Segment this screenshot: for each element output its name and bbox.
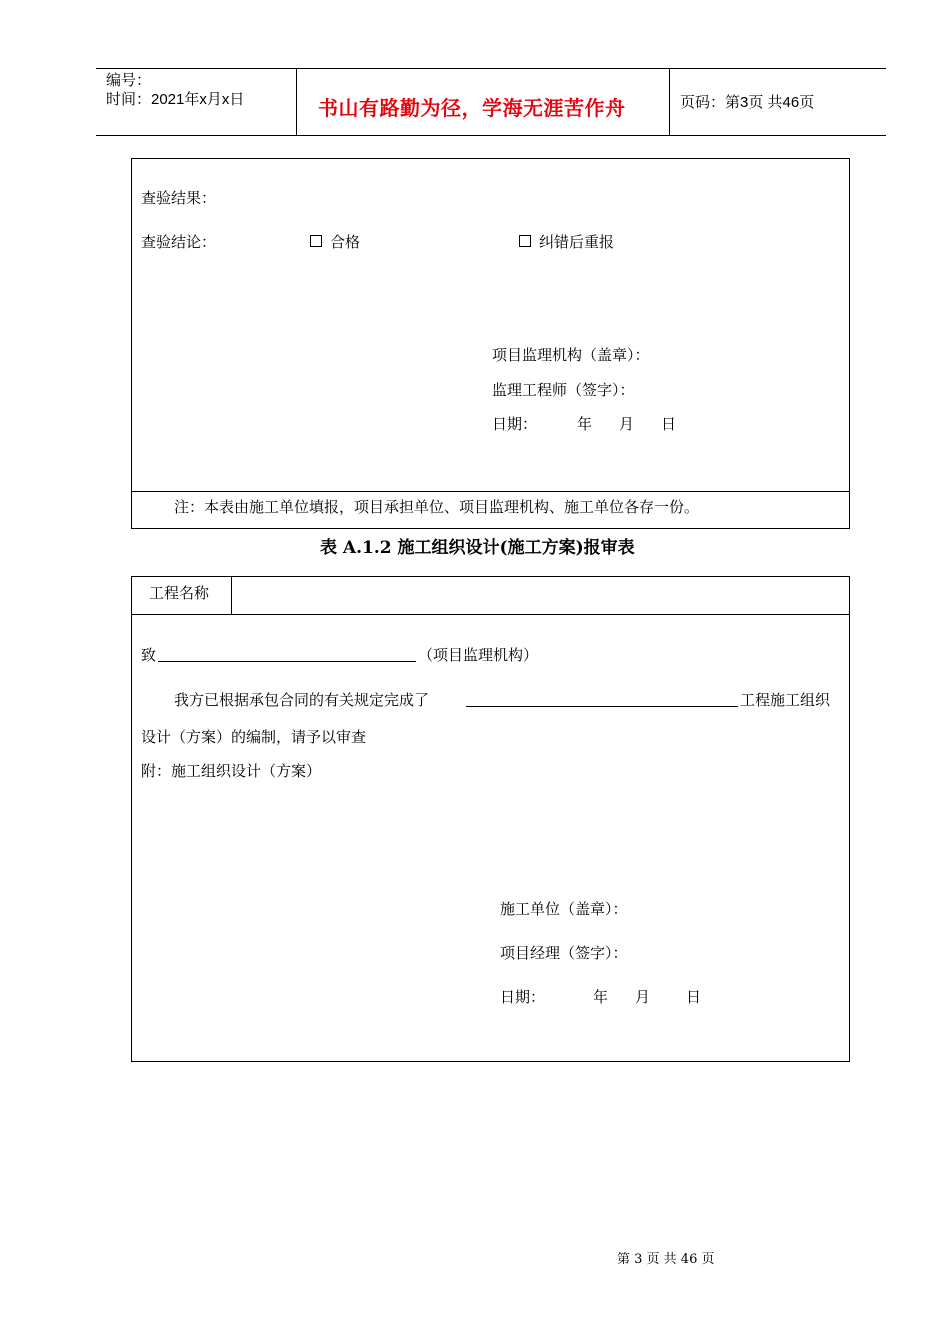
to-label: 致: [141, 646, 157, 664]
attachment-label: 附：施工组织设计（方案）: [141, 762, 322, 780]
project-blank[interactable]: [466, 706, 738, 707]
construction-unit-label: 施工单位（盖章）：: [500, 900, 628, 918]
project-name-field[interactable]: [233, 578, 848, 613]
to-recipient-blank[interactable]: [158, 661, 416, 662]
inspection-note-divider: [131, 491, 850, 492]
inspection-date-year: 年: [577, 415, 593, 433]
checkbox-resubmit-box[interactable]: [519, 235, 531, 247]
table-a12-col-divider: [231, 576, 232, 614]
header-motto: 书山有路勤为径，学海无涯苦作舟: [318, 96, 626, 120]
inspection-note: 注：本表由施工单位填报，项目承担单位、项目监理机构、施工单位各存一份。: [174, 498, 700, 516]
body-line1-suffix: 工程施工组织: [740, 691, 831, 709]
checkbox-pass[interactable]: [310, 232, 360, 252]
inspection-conclusion-label: 查验结论：: [141, 233, 217, 251]
inspection-seal-label: 项目监理机构（盖章）：: [492, 346, 650, 364]
header-time: 时间：2021年x月x日: [106, 91, 245, 108]
inspection-result-label: 查验结果：: [141, 189, 217, 207]
inspection-date-day: 日: [661, 415, 677, 433]
header-bottom-rule: [96, 135, 886, 136]
table-a12-title: 表 A.1.2 施工组织设计(施工方案)报审表: [320, 538, 635, 558]
checkbox-resubmit[interactable]: [519, 232, 614, 252]
project-name-label: 工程名称: [149, 584, 210, 602]
table-a12-date-day: 日: [686, 988, 702, 1006]
inspection-date-label: 日期：: [492, 415, 538, 433]
header-serial-label: 编号：: [106, 72, 152, 89]
body-line2: 设计（方案）的编制，请予以审查: [141, 728, 367, 746]
inspection-box: [131, 158, 850, 529]
project-manager-label: 项目经理（签字）：: [500, 944, 628, 962]
inspection-engineer-label: 监理工程师（签字）：: [492, 381, 635, 399]
checkbox-resubmit-label: 纠错后重报: [539, 233, 615, 251]
inspection-date-month: 月: [619, 415, 635, 433]
body-line1-prefix: 我方已根据承包合同的有关规定完成了: [174, 691, 430, 709]
table-a12-date-year: 年: [593, 988, 609, 1006]
table-a12-date-label: 日期：: [500, 988, 546, 1006]
table-a12-date-month: 月: [635, 988, 651, 1006]
footer-page-number: 第 3 页 共 46 页: [617, 1252, 715, 1267]
header-top-rule: [96, 68, 886, 69]
to-suffix: （项目监理机构）: [418, 646, 539, 664]
checkbox-pass-label: 合格: [330, 233, 361, 251]
header-page-info: 页码：第3页 共46页: [680, 94, 815, 111]
table-a12-row-divider: [131, 614, 850, 615]
header-divider-left: [296, 68, 297, 135]
header-divider-right: [669, 68, 670, 135]
checkbox-pass-box[interactable]: [310, 235, 322, 247]
